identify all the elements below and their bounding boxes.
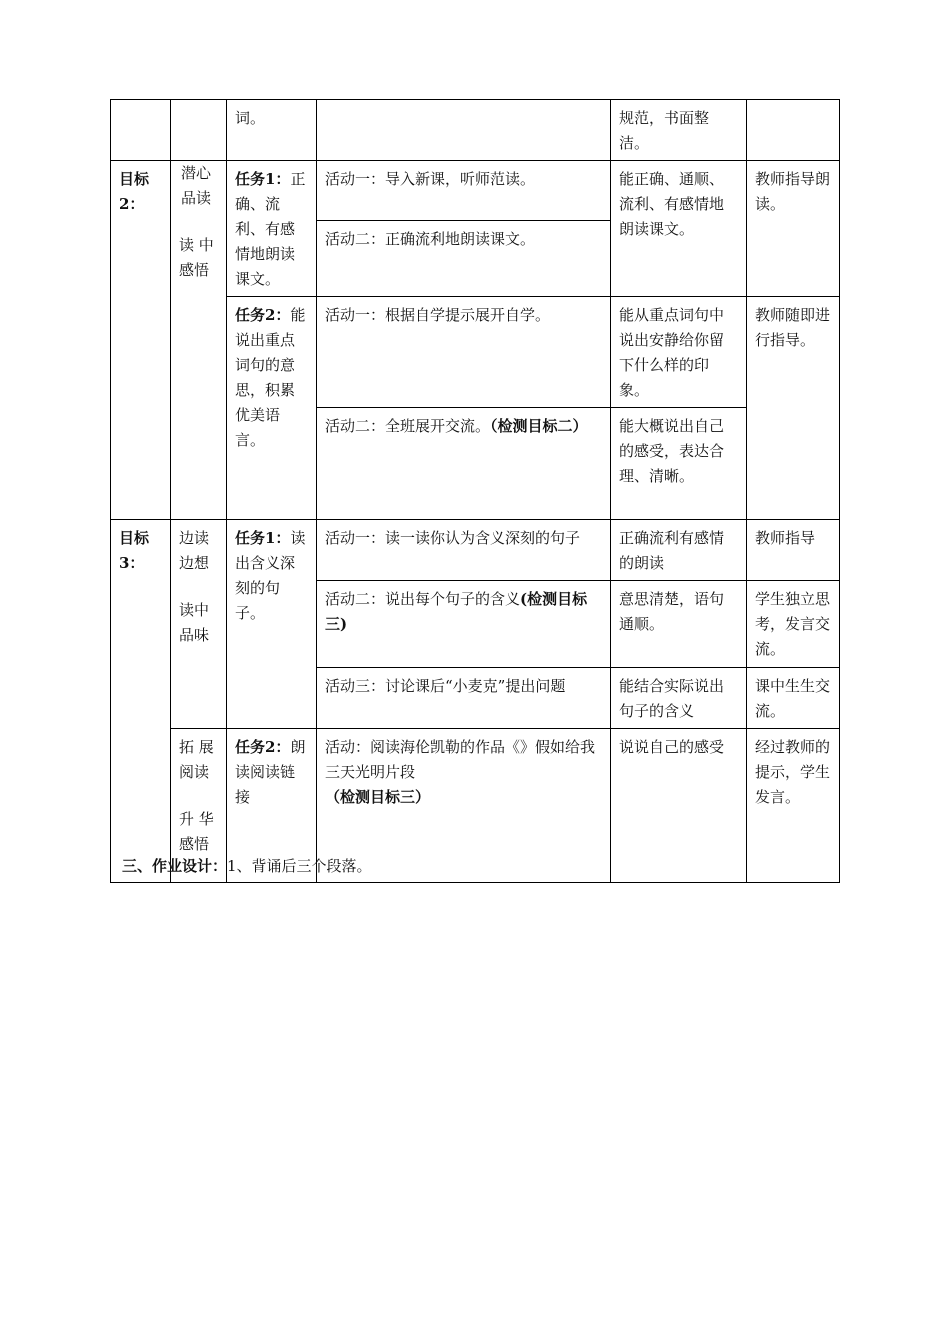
activity-cell: 活动二：正确流利地朗读课文。 <box>317 221 611 297</box>
task-cell: 任务1：正确、流利、有感情地朗读课文。 <box>227 161 317 297</box>
evaluation-cell: 规范，书面整洁。 <box>611 100 747 161</box>
guide-cell: 课中生生交流。 <box>747 668 840 729</box>
activity-cell: 活动一：导入新课，听师范读。 <box>317 161 611 221</box>
goal-label: 目标2： <box>111 161 171 520</box>
task-cell: 任务1：读出含义深刻的句子。 <box>227 520 317 729</box>
evaluation-cell: 正确流利有感情的朗读 <box>611 520 747 581</box>
guide-cell: 教师随即进行指导。 <box>747 297 840 520</box>
guide-cell: 教师指导 <box>747 520 840 581</box>
activity-cell: 活动二：全班展开交流。（检测目标二） <box>317 408 611 520</box>
task-cell: 任务2：朗读阅读链接 <box>227 729 317 883</box>
table-row <box>111 100 840 161</box>
evaluation-cell: 能正确、通顺、流利、有感情地朗读课文。 <box>611 161 747 297</box>
activity-cell: 活动一：读一读你认为含义深刻的句子 <box>317 520 611 581</box>
guide-cell: 教师指导朗读。 <box>747 161 840 297</box>
guide-cell: 学生独立思考，发言交流。 <box>747 581 840 668</box>
goal-cell <box>111 100 171 161</box>
evaluation-cell: 能大概说出自己的感受，表达合理、清晰。 <box>611 408 747 520</box>
guide-cell <box>747 100 840 161</box>
stage-cell <box>171 100 227 161</box>
evaluation-cell: 能结合实际说出句子的含义 <box>611 668 747 729</box>
activity-cell: 活动：阅读海伦凯勒的作品《》假如给我三天光明片段 （检测目标三） <box>317 729 611 883</box>
evaluation-cell: 意思清楚，语句通顺。 <box>611 581 747 668</box>
task-cell: 任务2：能说出重点词句的意思，积累优美语言。 <box>227 297 317 520</box>
activity-cell: 活动二：说出每个句子的含义(检测目标三) <box>317 581 611 668</box>
activity-cell: 活动三：讨论课后“小麦克”提出问题 <box>317 668 611 729</box>
task-cell: 词。 <box>227 100 317 161</box>
evaluation-cell: 能从重点词句中说出安静给你留下什么样的印象。 <box>611 297 747 408</box>
activity-cell: 活动一：根据自学提示展开自学。 <box>317 297 611 408</box>
activity-cell <box>317 100 611 161</box>
table-row <box>111 161 840 221</box>
stage-label: 潜心品读 读 中 感悟 <box>171 161 227 520</box>
lesson-plan-table <box>110 99 840 883</box>
homework-note <box>122 856 372 876</box>
stage-label: 拓 展 阅读 升 华 感悟 <box>171 729 227 883</box>
evaluation-cell: 说说自己的感受 <box>611 729 747 883</box>
stage-label: 边读边想 读中品味 <box>171 520 227 729</box>
guide-cell: 经过教师的提示，学生发言。 <box>747 729 840 883</box>
table-row <box>111 520 840 581</box>
homework-text: 1、背诵后三个段落。 <box>227 857 372 875</box>
goal-label: 目标3： <box>111 520 171 883</box>
homework-heading: 三、作业设计： <box>122 857 228 875</box>
